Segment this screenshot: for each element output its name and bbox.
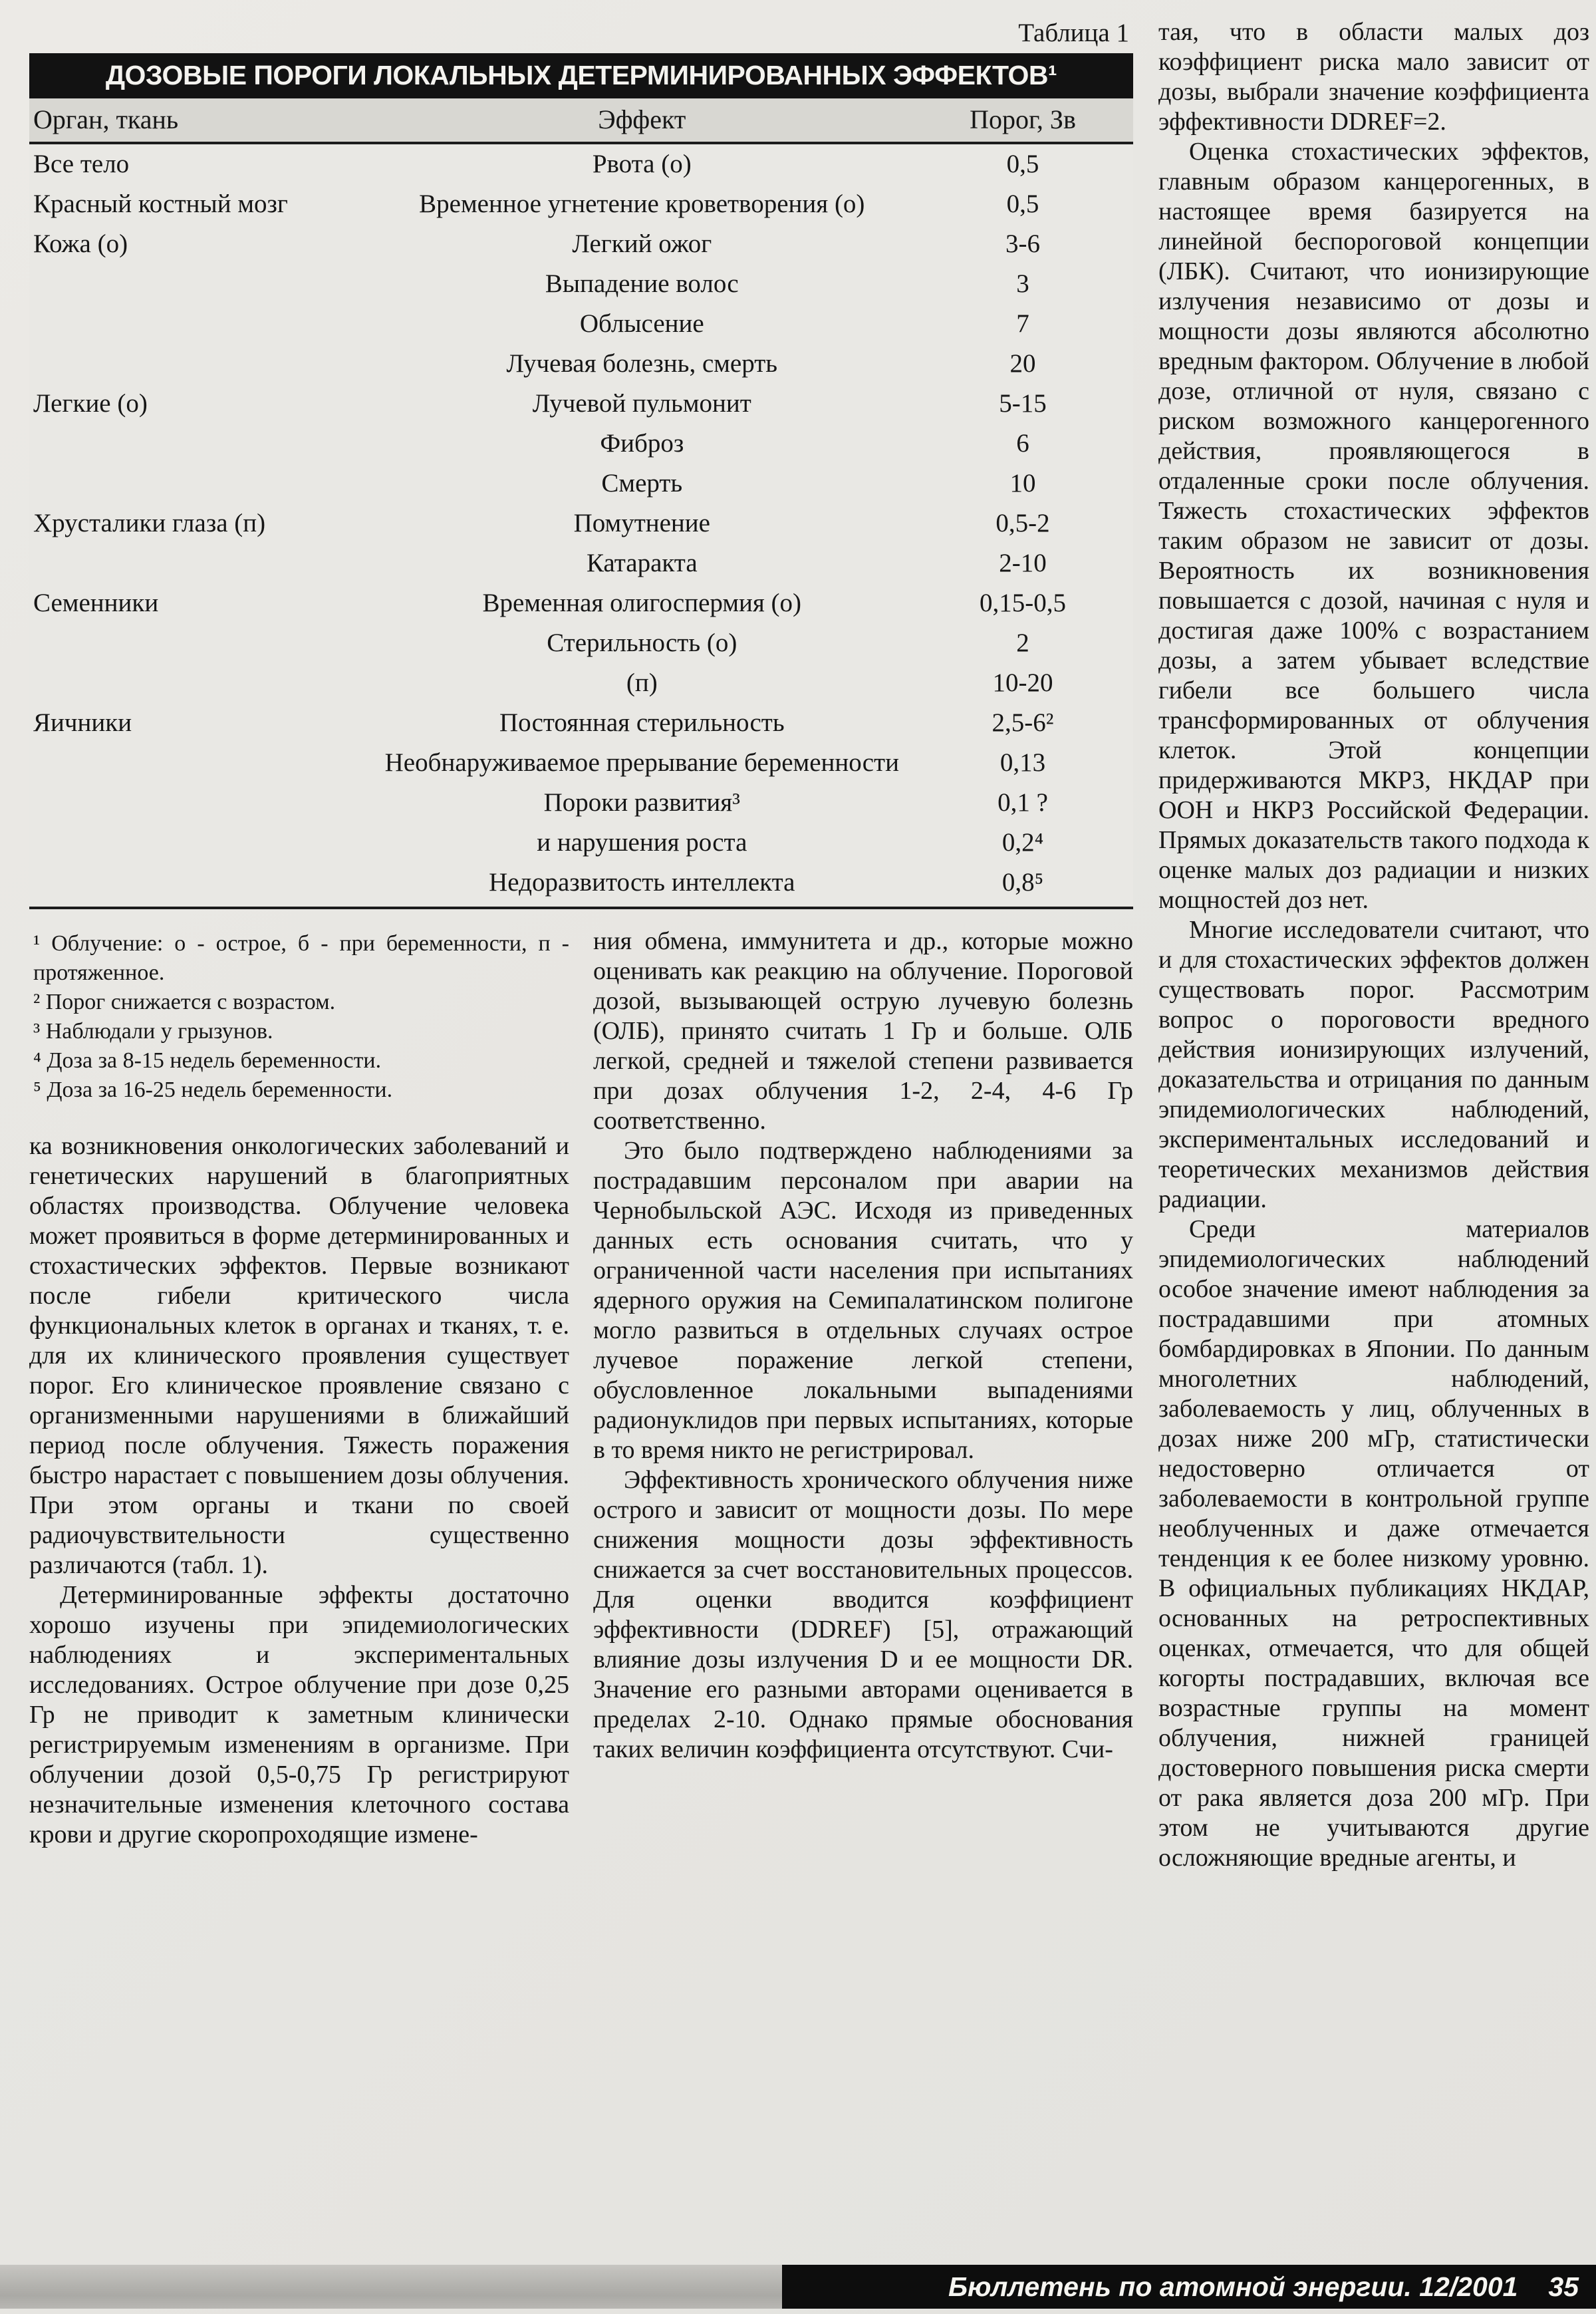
- effect-cell: (п): [626, 668, 658, 697]
- footnote: ³ Наблюдали у грызунов.: [33, 1019, 273, 1044]
- table-row: [29, 264, 1133, 304]
- effect-cell: Временное угнетение кроветворения (о): [419, 190, 865, 218]
- footer-scan-shadow: [0, 2265, 782, 2309]
- threshold-cell: 2,5-6²: [992, 708, 1054, 737]
- paragraph: ния обмена, иммунитета и др., которые можно оценивать как реакцию на облучение. Пороговой дозой, вызывающей острую лучевую болезнь (ОЛБ), принято считать 1 Гр и больше. ОЛБ легкой, средней и тяжелой степени развивается при дозах облучения 1-2, 2-4, 4-6 Гр соответственно.: [593, 927, 1133, 1135]
- threshold-cell: 0,5: [1006, 150, 1039, 178]
- organ-cell: Яичники: [33, 708, 132, 737]
- organ-cell: Легкие (о): [33, 389, 148, 418]
- paragraph: Многие исследователи считают, что и для стохастических эффектов должен существовать порог. Рассмотрим вопрос о пороговости вредного действия ионизирующих излучений, доказательства и отрицания по данным эпидемиологических наблюдений, экспериментальных исследований и теоретических механизмов действия радиации.: [1158, 916, 1589, 1213]
- effect-cell: Стерильность (о): [547, 629, 737, 657]
- threshold-cell: 0,2⁴: [1001, 828, 1044, 857]
- table-row: [29, 543, 1133, 583]
- organ-cell: [29, 823, 372, 863]
- text-column-right: [1158, 17, 1589, 1873]
- effect-cell: Недоразвитость интеллекта: [372, 863, 912, 908]
- table-row: [29, 663, 1133, 703]
- effect-cell: Легкий ожог: [572, 229, 712, 258]
- organ-cell: Хрусталики глаза (п): [33, 509, 266, 537]
- text-column-left: [29, 927, 569, 1850]
- table-column-headers: [29, 98, 1133, 143]
- page-footer: [0, 2265, 1596, 2309]
- dose-thresholds-table: [29, 53, 1133, 909]
- table-row: [29, 583, 1133, 623]
- page-content: [29, 17, 1589, 1873]
- table-row: [29, 224, 1133, 264]
- table-row: [29, 143, 1133, 184]
- organ-cell: Кожа (о): [33, 229, 128, 258]
- organ-cell: [29, 424, 372, 464]
- journal-title: Бюллетень по атомной энергии. 12/2001: [948, 2271, 1518, 2302]
- organ-cell: [29, 464, 372, 504]
- column-header-effect: Эффект: [372, 98, 912, 143]
- threshold-cell: 20: [1009, 349, 1036, 378]
- threshold-cell: 7: [1016, 309, 1029, 338]
- table-footnotes: [29, 929, 569, 1105]
- organ-cell: [29, 543, 372, 583]
- lower-two-columns: [29, 927, 1133, 1850]
- table-row: [29, 464, 1133, 504]
- effect-cell: Лучевой пульмонит: [532, 389, 751, 418]
- organ-cell: [29, 743, 372, 783]
- effect-cell: Постоянная стерильность: [499, 708, 785, 737]
- effect-cell: Временная олигоспермия (о): [482, 589, 802, 617]
- effect-cell: Смерть: [601, 469, 683, 498]
- table-row: [29, 344, 1133, 384]
- threshold-cell: 5-15: [999, 389, 1047, 418]
- effect-cell: Лучевая болезнь, смерть: [506, 349, 778, 378]
- table-row: [29, 304, 1133, 344]
- table-row: [29, 743, 1133, 783]
- threshold-cell: 0,15-0,5: [979, 589, 1066, 617]
- paragraph: Эффективность хронического облучения ниже острого и зависит от мощности дозы. По мере снижения мощности дозы эффективность снижается за счет восстановительных процессов. Для оценки вводится коэффициент эффективности (DDREF) [5], отражающий влияние дозы излучения D и ее мощности DR. Значение его разными авторами оценивается в пределах 2-10. Однако прямые обоснования таких величин коэффициента отсутствуют. Счи-: [593, 1466, 1133, 1763]
- table-row: [29, 703, 1133, 743]
- table-title-row: [29, 53, 1133, 98]
- organ-cell: Семенники: [33, 589, 159, 617]
- table-caption-label: Таблица 1: [1018, 19, 1129, 47]
- organ-cell: [29, 783, 372, 823]
- column-header-organ: Орган, ткань: [29, 98, 372, 143]
- paragraph: Это было подтверждено наблюдениями за пострадавшим персоналом при аварии на Чернобыльской АЭС. Исходя из приведенных данных есть основания считать, что у ограниченной части населения при испытаниях ядерного оружия на Семипалатинском полигоне могло развиться в отдельных случаях острое лучевое поражение легкой степени, обусловленное локальными выпадениями радионуклидов при первых испытаниях, которые в то время никто не регистрировал.: [593, 1137, 1133, 1464]
- footnote: ¹ Облучение: о - острое, б - при беременности, п - протяженное.: [33, 931, 569, 985]
- table-row: [29, 184, 1133, 224]
- organ-cell: [29, 264, 372, 304]
- organ-cell: Красный костный мозг: [33, 190, 288, 218]
- threshold-cell: 2: [1016, 629, 1029, 657]
- paragraph: Среди материалов эпидемиологических наблюдений особое значение имеют наблюдения за пострадавшими при атомных бомбардировках в Японии. По данным многолетних наблюдений, заболеваемость у лиц, облученных в дозах ниже 200 мГр, статистически недостоверно отличается от заболеваемости в контрольной группе необлученных и даже отмечается тенденция к ее более низкому уровню. В официальных публикациях НКДАР, основанных на ретроспективных оценках, отмечается, что для общей когорты пострадавших, включая все возрастные группы на момент облучения, нижней границей достоверного повышения риска смерти от рака является доза 200 мГр. При этом не учитываются другие осложняющие вредные агенты, и: [1158, 1215, 1589, 1872]
- table-row: [29, 424, 1133, 464]
- organ-cell: [29, 663, 372, 703]
- table-body: [29, 143, 1133, 908]
- table-row: [29, 863, 1133, 908]
- table-row: [29, 823, 1133, 863]
- table-row: [29, 504, 1133, 543]
- effect-cell: Выпадение волос: [545, 269, 739, 298]
- table-row: [29, 384, 1133, 424]
- page-number: 35: [1548, 2271, 1579, 2302]
- threshold-cell: 0,13: [999, 748, 1046, 777]
- footer-journal-bar: [782, 2265, 1596, 2309]
- effect-cell: Необнаруживаемое прерывание беременности: [384, 748, 899, 777]
- threshold-cell: 2-10: [999, 549, 1047, 577]
- effect-cell: Помутнение: [573, 509, 710, 537]
- effect-cell: Рвота (о): [592, 150, 692, 178]
- paragraph: Детерминированные эффекты достаточно хорошо изучены при эпидемиологических наблюдениях и экспериментальных исследованиях. Острое облучение при дозе 0,25 Гр не приводит к заметным клинически регистрируемым изменениям в организме. При облучении дозой 0,5-0,75 Гр регистрируют незначительные изменения клеточного состава крови и другие скоропроходящие измене-: [29, 1581, 569, 1848]
- effect-cell: Облысение: [579, 309, 704, 338]
- organ-cell: [29, 344, 372, 384]
- table-row: [29, 623, 1133, 663]
- threshold-cell: 6: [1016, 429, 1029, 458]
- table-title: ДОЗОВЫЕ ПОРОГИ ЛОКАЛЬНЫХ ДЕТЕРМИНИРОВАННЫХ ЭФФЕКТОВ¹: [29, 53, 1133, 98]
- footnote: ⁵ Доза за 16-25 недель беременности.: [33, 1078, 393, 1102]
- threshold-cell: 3-6: [1005, 229, 1040, 258]
- footnote: ² Порог снижается с возрастом.: [33, 990, 336, 1014]
- effect-cell: Катаракта: [586, 549, 698, 577]
- threshold-cell: 10: [1009, 469, 1036, 498]
- paragraph: ка возникновения онкологических заболеваний и генетических нарушений в благоприятных областях производства. Облучение человека может проявиться в форме детерминированных и стохастических эффектов. Первые возникают после гибели критического числа функциональных клеток в органах и тканях, т. е. для их клинического проявления существует порог. Его клиническое проявление связано с организменными нарушениями в ближайший период после облучения. Тяжесть поражения быстро нарастает с повышением дозы облучения. При этом органы и ткани по своей радиочувствительности существенно различаются (табл. 1).: [29, 1132, 569, 1579]
- table-row: [29, 783, 1133, 823]
- threshold-cell: 0,1 ?: [998, 788, 1048, 817]
- effect-cell: и нарушения роста: [537, 828, 747, 857]
- footnote: ⁴ Доза за 8-15 недель беременности.: [33, 1048, 382, 1073]
- threshold-cell: 0,5: [1006, 190, 1039, 218]
- paragraph: Оценка стохастических эффектов, главным образом канцерогенных, в настоящее время базируется на линейной беспороговой концепции (ЛБК). Считают, что ионизирующие излучения независимо от дозы и мощности дозы являются абсолютно вредным фактором. Облучение в любой дозе, отличной от нуля, связано с риском возможного канцерогенного действия, проявляющегося в отдаленные сроки после облучения. Тяжесть стохастических эффектов таким образом не зависит от дозы. Вероятность их возникновения повышается с дозой, начиная с нуля и достигая даже 100% с возрастанием дозы, а затем убывает вследствие гибели все большего числа трансформированных от облучения клеток. Этой концепции придерживаются МКРЗ, НКДАР при ООН и НКРЗ Российской Федерации. Прямых доказательств такого подхода к оценке малых доз радиации и низких мощностей доз нет.: [1158, 138, 1589, 914]
- threshold-cell: 0,5-2: [996, 509, 1050, 537]
- threshold-cell: 10-20: [992, 668, 1053, 697]
- text-column-middle: [593, 927, 1133, 1850]
- organ-cell: [29, 863, 372, 908]
- column-header-threshold: Порог, Зв: [912, 98, 1133, 143]
- left-column-paragraphs: [29, 1131, 569, 1850]
- threshold-cell: 3: [1016, 269, 1029, 298]
- left-two-column-area: [29, 17, 1133, 1873]
- organ-cell: [29, 623, 372, 663]
- threshold-cell: 0,8⁵: [912, 863, 1133, 908]
- effect-cell: Пороки развития³: [543, 788, 740, 817]
- table-head: [29, 53, 1133, 143]
- organ-cell: [29, 304, 372, 344]
- paragraph: тая, что в области малых доз коэффициент риска мало зависит от дозы, выбрали значение коэффициента эффективности DDREF=2.: [1158, 18, 1589, 136]
- organ-cell: Все тело: [33, 150, 130, 178]
- effect-cell: Фиброз: [600, 429, 684, 458]
